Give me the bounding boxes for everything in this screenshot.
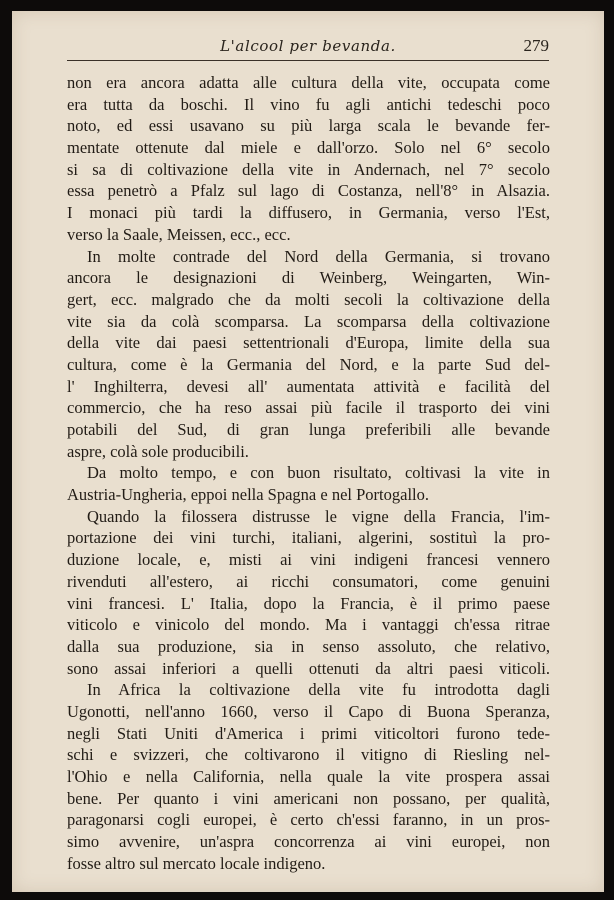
text-line: aspre, colà sole producibili. [67, 441, 249, 461]
paragraph [67, 506, 550, 680]
text-line: non era ancora adatta alle cultura della vite, occupata come [67, 73, 550, 92]
text-line: duzione locale, e, misti ai vini indigeni francesi vennero [67, 550, 550, 570]
text-line: schi e svizzeri, che coltivarono il vitigno di Riesling nel- [67, 745, 550, 765]
running-title: L'alcool per bevanda. [220, 37, 396, 55]
text-line: l' Inghilterra, devesi all' aumentata attività e facilità del [67, 376, 550, 396]
text-line: portazione dei vini turchi, italiani, algerini, sostituì la pro- [67, 528, 550, 548]
text-line: I monaci più tardi la diffusero, in Germania, verso l'Est, [67, 203, 550, 223]
text-line: Quando la filossera distrusse le vigne della Francia, l'im- [87, 506, 550, 526]
text-line: potabili del Sud, di gran lunga preferibili alle bevande [67, 420, 550, 439]
text-line: mentate ottenute dal miele e dall'orzo. Solo nel 6° secolo [67, 138, 550, 158]
page-header [12, 11, 604, 61]
text-line: Ugonotti, nell'anno 1660, verso il Capo di Buona Speranza, [67, 701, 550, 721]
text-line: essa penetrò a Pfalz sul lago di Costanza, nell'8° in Alsazia. [67, 181, 550, 201]
text-line: della vite dai paesi settentrionali d'Europa, limite della sua [67, 333, 550, 353]
text-line: Austria-Ungheria, eppoi nella Spagna e nel Portogallo. [67, 485, 429, 505]
text-line: vini francesi. L' Italia, dopo la Francia, è il primo paese [67, 593, 550, 613]
text-line: paragonarsi cogli europei, è certo ch'essi faranno, in un pros- [67, 810, 550, 830]
text-line: fosse altro sul mercato locale indigeno. [67, 853, 326, 873]
text-line: si sa di coltivazione della vite in Andernach, nel 7° secolo [67, 159, 550, 179]
text-line: ancora le designazioni di Weinberg, Weingarten, Win- [67, 268, 550, 288]
text-line: vite sia da colà scomparsa. La scomparsa della coltivazione [67, 311, 550, 331]
text-line: Da molto tempo, e con buon risultato, coltivasi la vite in [87, 463, 550, 483]
text-line: negli Stati Uniti d'America i primi viticoltori furono tede- [67, 723, 550, 743]
text-line: sono assai inferiori a quelli ottenuti da altri paesi viticoli. [67, 658, 550, 678]
header-rule [67, 60, 549, 61]
text-line: era tutta da boschi. Il vino fu agli antichi tedeschi poco [67, 94, 550, 114]
body-text [67, 72, 550, 874]
paragraph [67, 679, 550, 874]
text-line: noto, ed essi usavano su più larga scala le bevande fer- [67, 116, 550, 136]
paragraph [67, 72, 550, 246]
page-number: 279 [523, 36, 549, 55]
text-line: verso la Saale, Meissen, ecc., ecc. [67, 224, 291, 244]
text-line: dalla sua produzione, sia in senso assoluto, che relativo, [67, 636, 550, 656]
text-line: commercio, che ha reso assai più facile il trasporto dei vini [67, 398, 550, 418]
text-line: cultura, come è la Germania del Nord, e la parte Sud del- [67, 354, 550, 374]
paragraph [67, 462, 550, 505]
text-line: In Africa la coltivazione della vite fu introdotta dagli [87, 680, 550, 700]
book-page [12, 11, 604, 892]
text-line: bene. Per quanto i vini americani non possano, per qualità, [67, 788, 550, 808]
paragraph [67, 246, 550, 463]
text-line: l'Ohio e nella California, nella quale la vite prospera assai [67, 767, 550, 786]
text-line: In molte contrade del Nord della Germania, si trovano [87, 246, 550, 266]
text-line: rivenduti all'estero, ai ricchi consumatori, come genuini [67, 571, 550, 591]
text-line: viticolo e vinicolo del mondo. Ma i vantaggi ch'essa ritrae [67, 615, 550, 635]
text-line: simo avvenire, un'aspra concorrenza ai vini europei, non [67, 832, 550, 852]
text-line: gert, ecc. malgrado che da molti secoli la coltivazione della [67, 289, 550, 309]
